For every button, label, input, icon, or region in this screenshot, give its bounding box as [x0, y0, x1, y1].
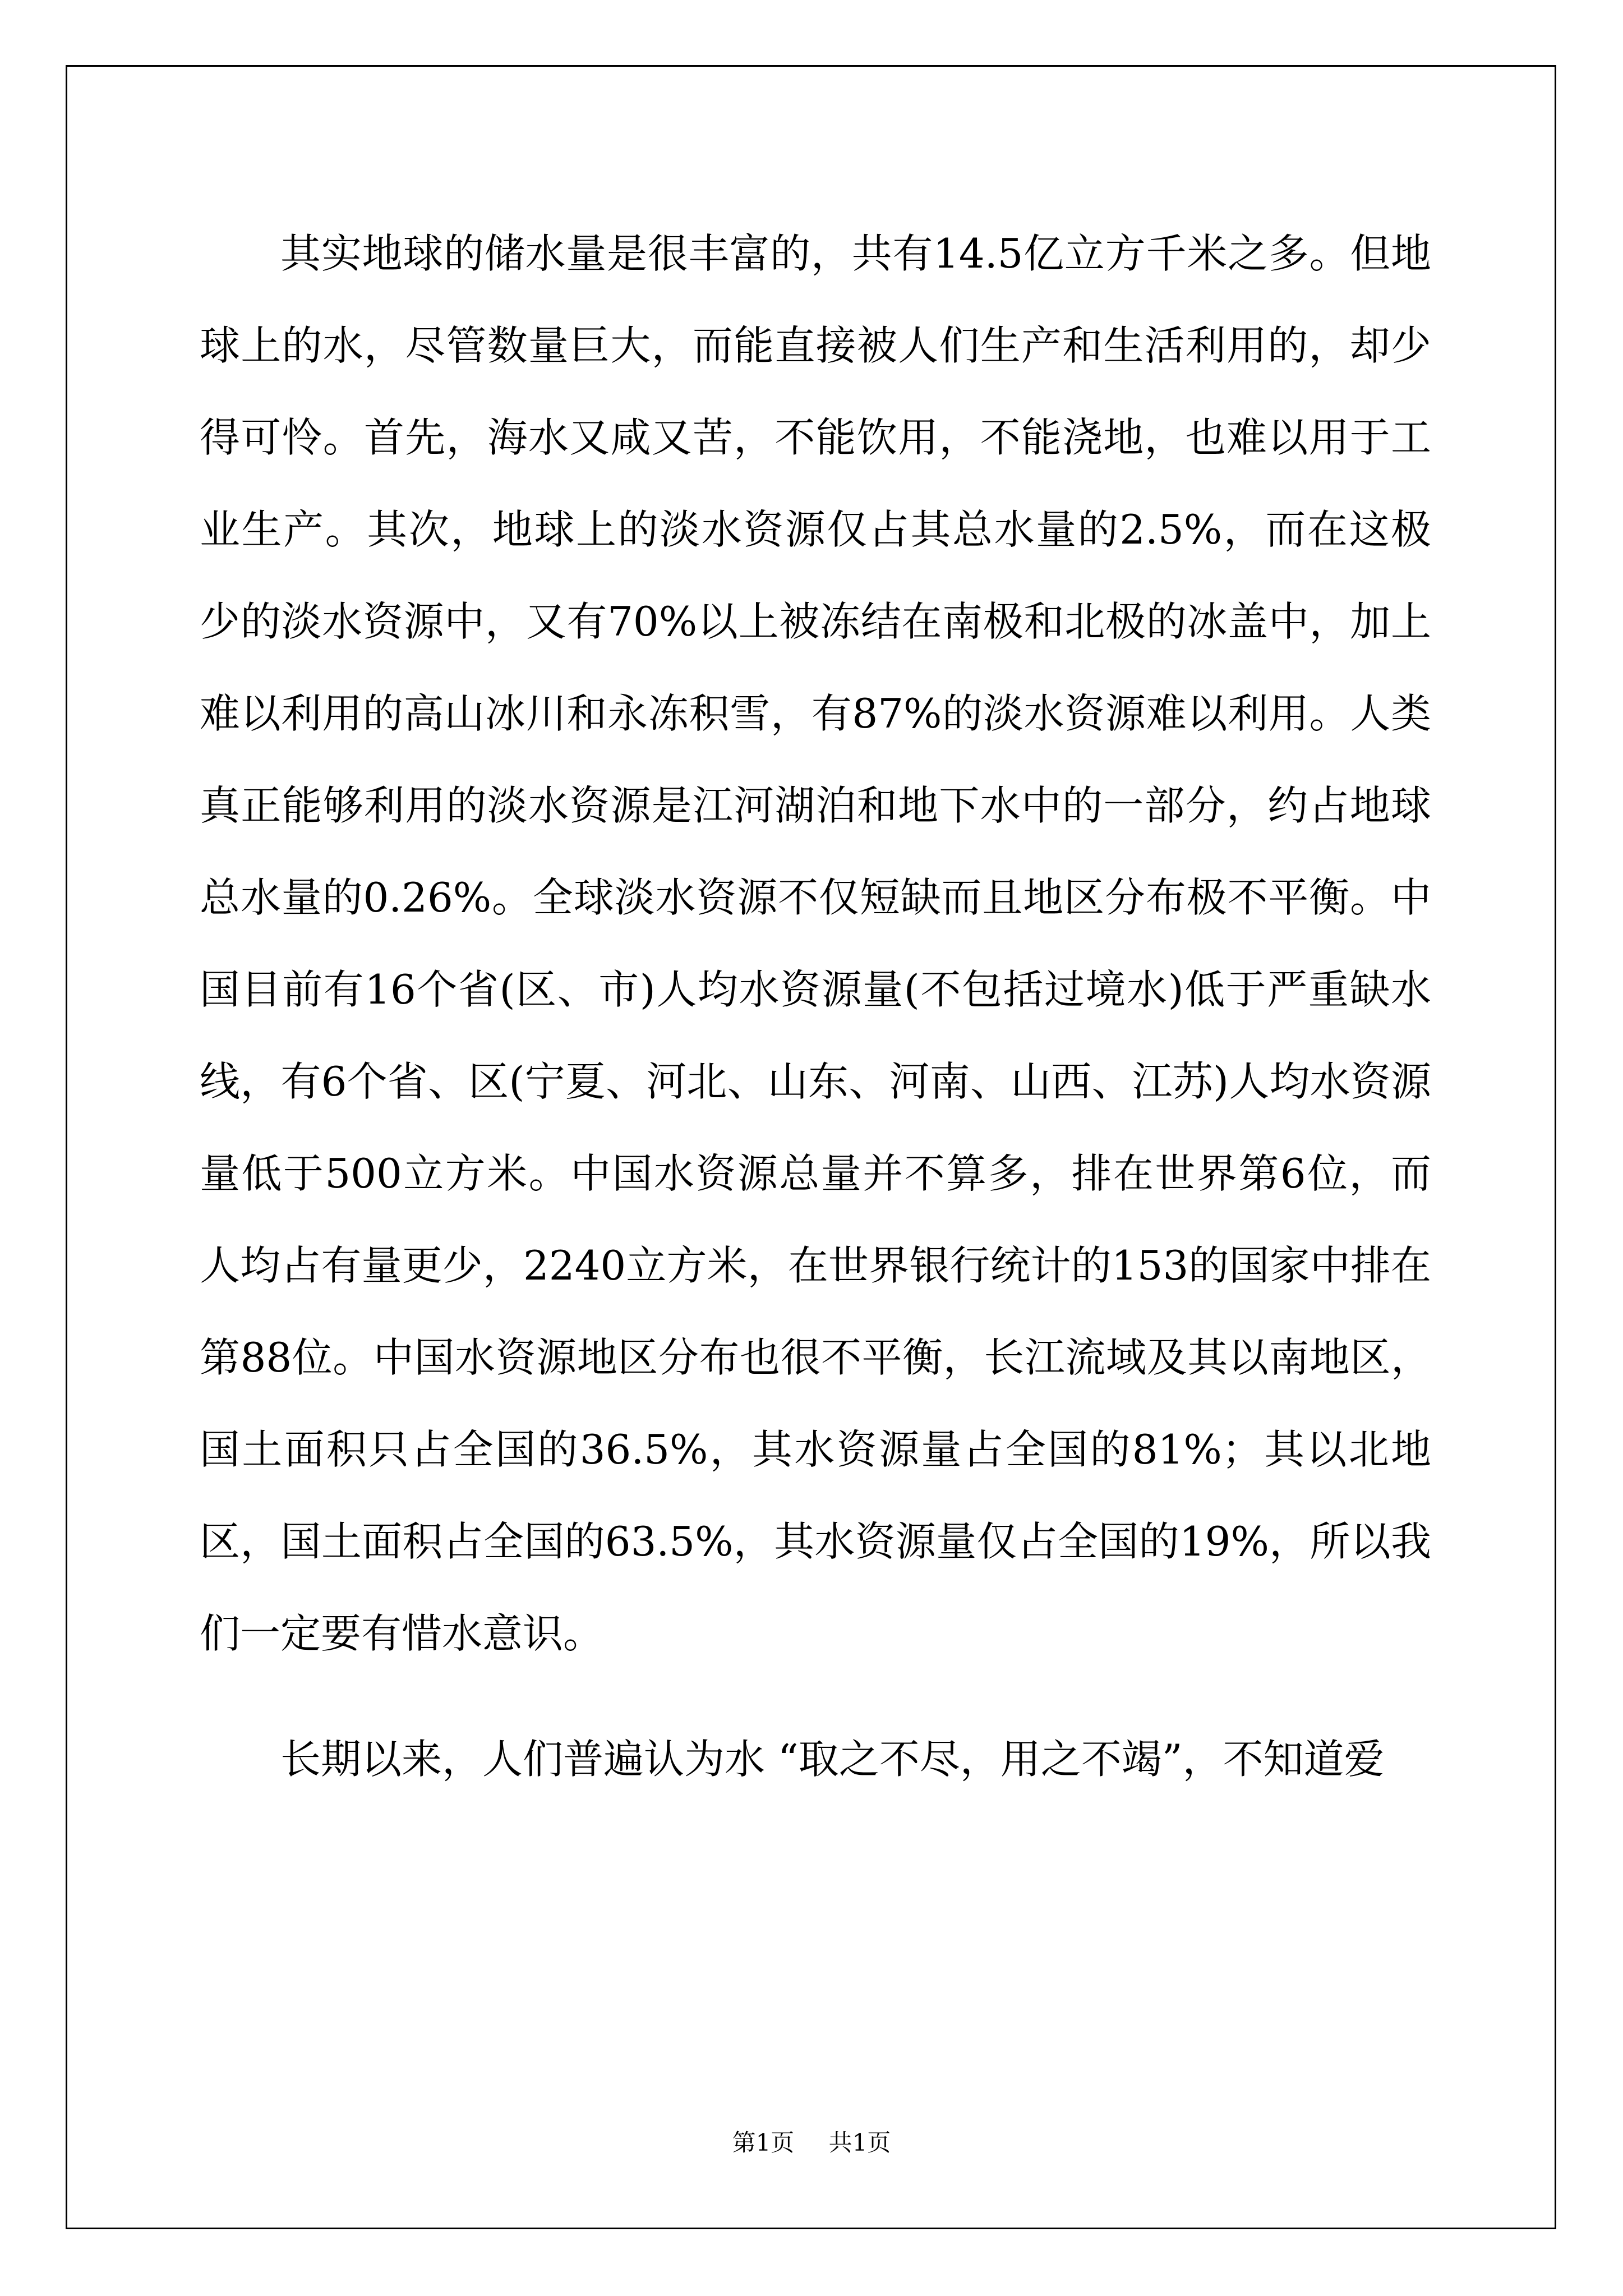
paragraph-water-resources: 其实地球的储水量是很丰富的，共有14.5亿立方千米之多。但地球上的水，尽管数量巨大，而能直接被人们生产和生活利用的，却少得可怜。首先，海水又咸又苦，不能饮用，不能浇地，也难以用于工业生产。其次，地球上的淡水资源仅占其总水量的2.5%，而在这极少的淡水资源中，又有70%以上被冻结在南极和北极的冰盖中，加上难以利用的高山冰川和永冻积雪，有87%的淡水资源难以利用。人类真正能够利用的淡水资源是江河湖泊和地下水中的一部分，约占地球总水量的0.26%。全球淡水资源不仅短缺而且地区分布极不平衡。中国目前有16个省(区、市)人均水资源量(不包括过境水)低于严重缺水线，有6个省、区(宁夏、河北、山东、河南、山西、江苏)人均水资源量低于500立方米。中国水资源总量并不算多，排在世界第6位，而人均占有量更少，2240立方米，在世界银行统计的153的国家中排在第88位。中国水资源地区分布也很不平衡，长江流域及其以南地区，国土面积只占全国的36.5%，其水资源量占全国的81%；其以北地区，国土面积占全国的63.5%，其水资源量仅占全国的19%，所以我们一定要有惜水意识。 — [200, 230, 1431, 1657]
page-footer — [0, 2126, 1623, 2160]
page-number: 第1页 — [732, 2129, 795, 2156]
document-body — [200, 208, 1431, 1805]
paragraph-long-term-view: 长期以来，人们普遍认为水 “取之不尽，用之不竭”，不知道爱 — [280, 1736, 1385, 1783]
page-total: 共1页 — [828, 2129, 891, 2156]
